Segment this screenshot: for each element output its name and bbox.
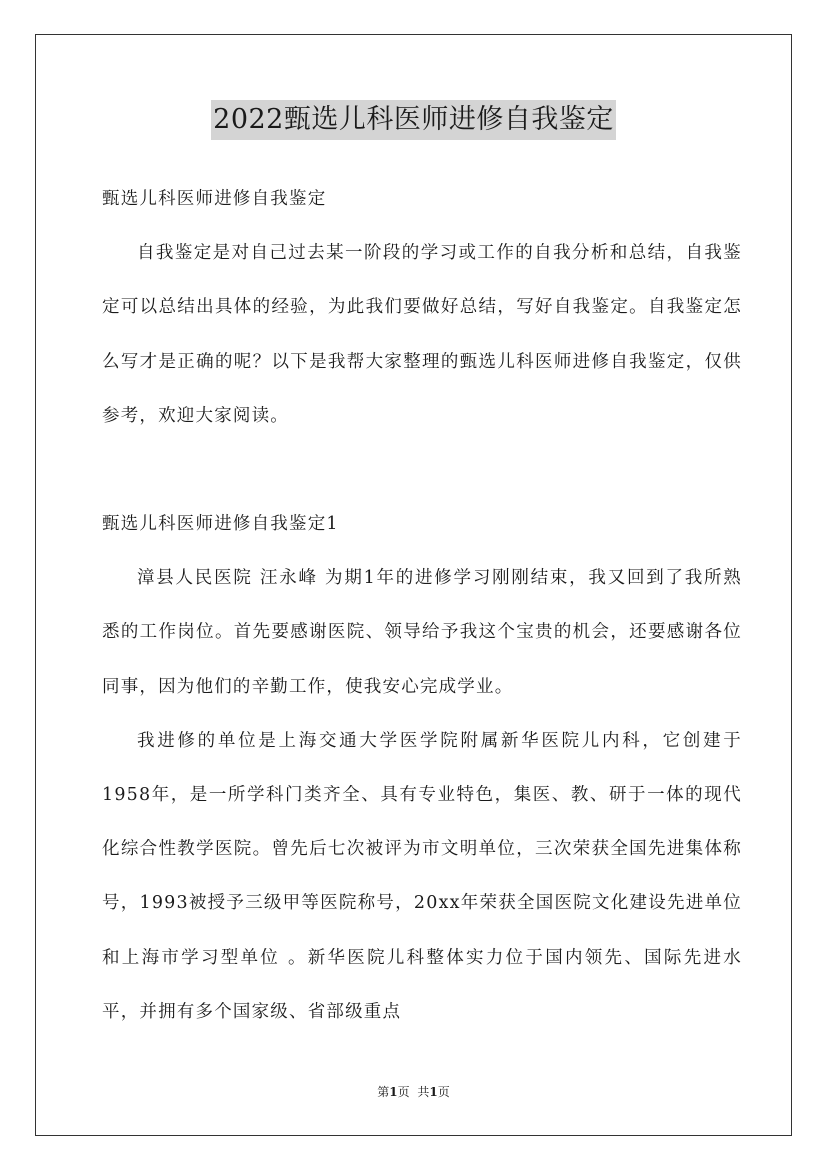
body-paragraph-2: 我进修的单位是上海交通大学医学院附属新华医院儿内科，它创建于1958年，是一所学科门类齐全、具有专业特色，集医、教、研于一体的现代化综合性教学医院。曾先后七次被评为市文明单位，三次荣获全国先进集体称号，1993被授予三级甲等医院称号，20xx年荣获全国医院文化建设先进单位和上海市学习型单位 。新华医院儿科整体实力位于国内领先、国际先进水平，并拥有多个国家级、省部级重点: [102, 730, 742, 1022]
page-footer: [0, 1083, 827, 1101]
intro-paragraph: 自我鉴定是对自己过去某一阶段的学习或工作的自我分析和总结，自我鉴定可以总结出具体的经验，为此我们要做好总结，写好自我鉴定。自我鉴定怎么写才是正确的呢？以下是我帮大家整理的甄选儿科医师进修自我鉴定，仅供参考，欢迎大家阅读。: [102, 243, 742, 426]
footer-page-prefix: 第: [377, 1085, 390, 1099]
document-body: [102, 172, 742, 1039]
body-paragraph-1: 漳县人民医院 汪永峰 为期1年的进修学习刚刚结束，我又回到了我所熟悉的工作岗位。首先要感谢医院、领导给予我这个宝贵的机会，还要感谢各位同事，因为他们的辛勤工作，使我安心完成学业。: [102, 568, 742, 697]
title-container: [0, 100, 827, 140]
paragraph-spacer: [102, 443, 742, 497]
section-heading-main: 甄选儿科医师进修自我鉴定: [102, 189, 327, 209]
footer-total-prefix: 共: [417, 1085, 430, 1099]
document-title: 2022甄选儿科医师进修自我鉴定: [211, 100, 616, 140]
footer-total-number: 1: [429, 1085, 438, 1099]
footer-total-suffix: 页: [437, 1085, 450, 1099]
footer-page-number: 1: [389, 1085, 398, 1099]
footer-page-suffix: 页: [397, 1085, 410, 1099]
section-heading-1: 甄选儿科医师进修自我鉴定1: [102, 514, 339, 535]
